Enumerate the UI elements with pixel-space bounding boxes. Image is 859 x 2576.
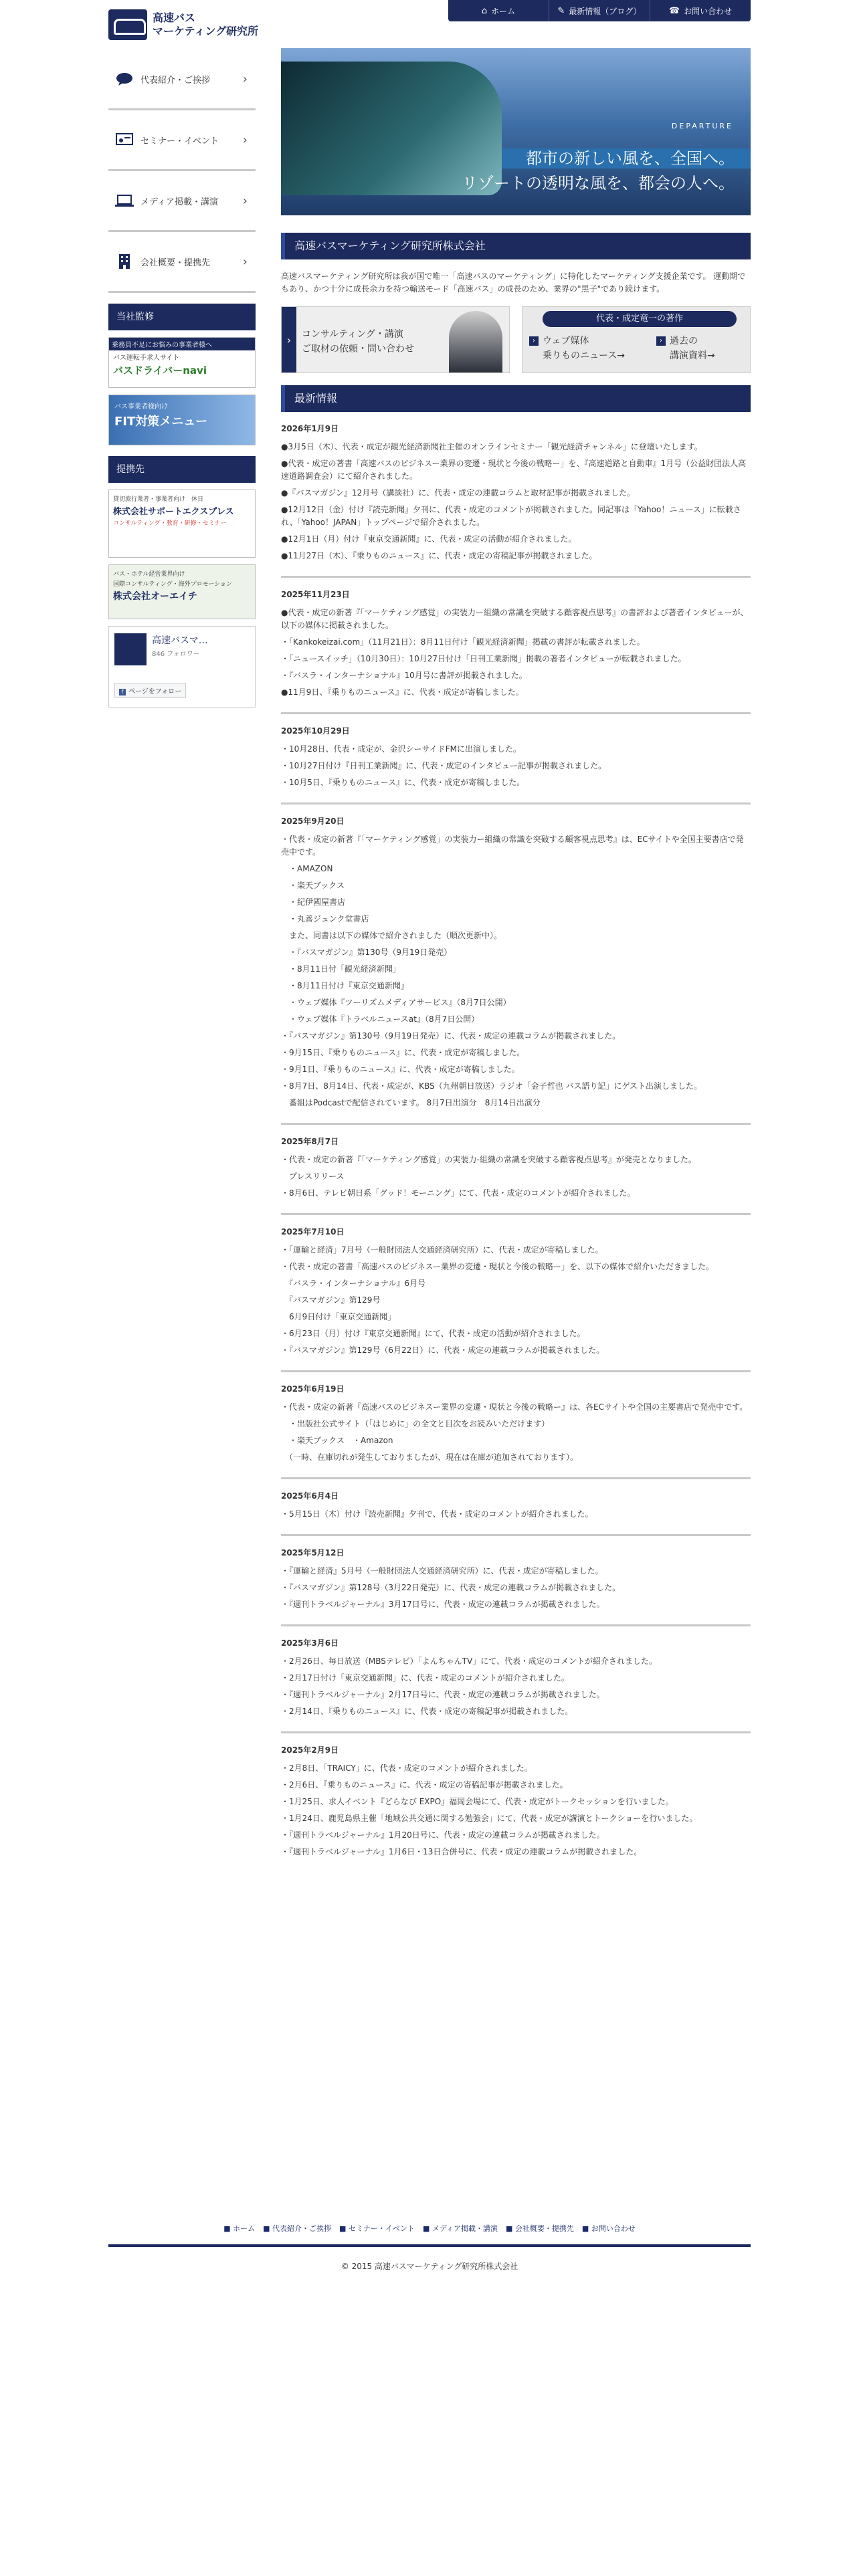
news-item: ・「ニュースイッチ」（10月30日）：10月27日付け「日刊工業新聞」掲載の著者インタビューが転載されました。 <box>281 654 686 663</box>
top-nav-blog[interactable] <box>549 0 650 21</box>
news-item: ・2月14日、『乗りものニュース』に、代表・成定の寄稿記事が掲載されました。 <box>281 1707 573 1716</box>
chevron-right-icon: › <box>242 193 248 208</box>
banner-line: 国際コンサルティング・海外プロモーション <box>113 581 232 588</box>
banner-line: 株式会社オーエイチ <box>113 591 197 602</box>
news-separator <box>281 1123 751 1125</box>
news-item: ・『週刊トラベルジャーナル』1月6日・13日合併号に、代表・成定の連載コラムが掲載されました。 <box>281 1847 642 1856</box>
footer-divider <box>108 2244 751 2247</box>
cta-line[interactable]: 乗りものニュース→ <box>543 350 626 361</box>
news-item: ・『週刊トラベルジャーナル』1月20日号に、代表・成定の連載コラムが掲載されました。 <box>281 1830 605 1840</box>
news-date: 2026年1月9日 <box>281 424 339 433</box>
contact-cta-banner[interactable] <box>281 306 510 373</box>
oh-company-banner[interactable] <box>108 564 256 619</box>
top-nav <box>448 0 751 21</box>
news-item: ・2月8日、「TRAICY」に、代表・成定のコメントが紹介されました。 <box>281 1763 533 1773</box>
banner-line: コンサルティング・教育・研修・セミナー <box>113 520 227 527</box>
square-bullet-icon: ■ <box>422 2224 432 2233</box>
news-item: ・代表・成定の著書「高速バスのビジネスー業界の変遷・現状と今後の戦略ー」を、以下の媒体で紹介いただきました。 <box>281 1262 714 1271</box>
news-item: ●3月5日（木）、代表・成定が観光経済新聞社主催のオンラインセミナー「観光経済チャンネル」に登壇いたします。 <box>281 442 702 451</box>
news-item: ・代表・成定の新著『高速バスのビジネスー業界の変遷・現状と今後の戦略ー』は、各ECサイトや全国の主要書店で発売中です。 <box>281 1402 748 1412</box>
square-bullet-icon: ■ <box>263 2224 273 2233</box>
top-nav-contact[interactable] <box>650 0 751 21</box>
square-bullet-icon: ■ <box>581 2224 591 2233</box>
news-item: ・8月7日、8月14日、代表・成定が、KBS（九州朝日放送）ラジオ「金子哲也 バス語り記」にゲスト出演しました。 <box>281 1081 702 1091</box>
chevron-right-icon: › <box>529 336 539 346</box>
news-item: ・『バスマガジン』第129号（6月22日）に、代表・成定の連載コラムが掲載されました。 <box>281 1346 605 1355</box>
news-separator <box>281 1624 751 1626</box>
news-date: 2025年6月4日 <box>281 1491 339 1501</box>
sidebar-item-media[interactable] <box>108 171 256 232</box>
cta-line: コンサルティング・講演 <box>302 329 403 340</box>
news-item: ・1月24日、鹿児島県主催「地域公共交通に関する勉強会」にて、代表・成定が講演とトークショーを行いました。 <box>281 1814 698 1823</box>
square-bullet-icon: ■ <box>505 2224 515 2233</box>
cta-title: 代表・成定竜一の著作 <box>543 311 737 327</box>
square-bullet-icon: ■ <box>339 2224 349 2233</box>
news-item: ・10月5日、『乗りものニュース』に、代表・成定が寄稿しました。 <box>281 778 525 787</box>
sidebar-item-label: 代表紹介・ご挨拶 <box>140 75 211 86</box>
news-date: 2025年8月7日 <box>281 1137 339 1146</box>
footer-link-label: メディア掲載・講演 <box>432 2224 498 2233</box>
cta-line[interactable]: 講演資料→ <box>670 350 715 361</box>
top-nav-home[interactable] <box>448 0 549 21</box>
news-item: 『バスマガジン』第129号 <box>281 1295 381 1305</box>
sidebar-item-profile[interactable] <box>108 49 256 110</box>
news-separator <box>281 576 751 578</box>
news-entry <box>281 423 751 562</box>
news-item: ●代表・成定の著書「高速バスのビジネスー業界の変遷・現状と今後の戦略ー」を、『高速道路と自動車』1月号（公益財団法人高速道路調査会）にて紹介されました。 <box>281 459 747 481</box>
sidebar-item-label: 会社概要・提携先 <box>140 257 211 268</box>
news-item: ・出版社公式サイト（「はじめに」の全文と目次をお読みいただけます） <box>281 1419 550 1428</box>
follower-count: 846 フォロワー <box>152 651 200 658</box>
cta-line[interactable]: 過去の <box>670 336 698 346</box>
news-item: ・『バスマガジン』第128号（3月22日発売）に、代表・成定の連載コラムが掲載されました。 <box>281 1583 621 1592</box>
news-item: ●11月27日（木）、『乗りものニュース』に、代表・成定の寄稿記事が掲載されました。 <box>281 551 597 560</box>
support-express-banner[interactable] <box>108 490 256 558</box>
intro-text: 高速バスマーケティング研究所は我が国で唯一「高速バスのマーケティング」に特化したマーケティング支援企業です。 運動期でもあり、かつ十分に成長余力を持つ輸送モード「高速バス」の成長のため、業界の"黒子"であり続けます。 <box>281 272 746 294</box>
footer-link-label: セミナー・イベント <box>348 2224 415 2233</box>
news-item: ・代表・成定の新著『「マーケティング感覚」の実装力ー組織の常識を突破する顧客視点思考』は、ECサイトや全国主要書店で発売中です。 <box>281 835 744 857</box>
news-item: ・6月23日（月）付け『東京交通新聞』にて、代表・成定の活動が紹介されました。 <box>281 1329 585 1338</box>
news-separator <box>281 802 751 804</box>
news-item: ・楽天ブックス <box>281 881 345 890</box>
news-item: ・『バスマガジン』第130号（9月19日発売）に、代表・成定の連載コラムが掲載されました。 <box>281 1031 621 1041</box>
footer-link[interactable] <box>423 2223 498 2234</box>
sidebar <box>108 49 256 708</box>
footer-link-label: お問い合わせ <box>591 2224 636 2233</box>
banner-line: バスドライバーnavi <box>113 364 207 377</box>
banner-line: バス運転手求人サイト <box>113 354 180 362</box>
news-date: 2025年2月9日 <box>281 1745 339 1755</box>
news-item: ・8月11日付け『東京交通新聞』 <box>281 981 409 990</box>
logo-line-1: 高速バス <box>153 11 196 24</box>
news-item: ・紀伊國屋書店 <box>281 897 346 907</box>
sidebar-section-partners: 提携先 <box>108 456 256 483</box>
fit-menu-banner[interactable] <box>108 395 256 445</box>
news-date: 2025年11月23日 <box>281 590 350 599</box>
news-item: 番組はPodcastで配信されています。 8月7日出演分 8月14日出演分 <box>281 1098 541 1107</box>
hero-caption-1: 都市の新しい風を、全国へ。 <box>526 149 735 168</box>
news-entry <box>281 588 751 699</box>
sidebar-item-seminar[interactable] <box>108 110 256 171</box>
news-separator <box>281 1731 751 1733</box>
banner-line: バス・ホテル経営業界向け <box>113 571 185 578</box>
footer-nav <box>108 2223 751 2234</box>
chevron-right-icon: › <box>242 254 248 269</box>
news-item: ・2月17日付け「東京交通新聞」に、代表・成定のコメントが紹介されました。 <box>281 1673 569 1683</box>
news-entry <box>281 815 751 1109</box>
news-entry <box>281 1383 751 1464</box>
news-date: 2025年9月20日 <box>281 817 345 826</box>
phone-icon: ☎ <box>668 5 680 16</box>
home-icon: ⌂ <box>481 5 488 16</box>
news-item: ・9月1日、『乗りものニュース』に、代表・成定が寄稿しました。 <box>281 1065 520 1074</box>
footer-link-label: ホーム <box>233 2224 256 2233</box>
sidebar-section-supervision: 当社監修 <box>108 304 256 330</box>
news-item: ・10月27日付け『日刊工業新聞』に、代表・成定のインタビュー記事が掲載されました。 <box>281 761 607 770</box>
news-item: ●12月12日（金）付け『読売新聞』夕刊に、代表・成定のコメントが掲載されました。同記事は「Yahoo！ニュース」に転載され、「Yahoo！JAPAN」トップページで紹介されました。 <box>281 505 741 527</box>
speech-bubble-icon <box>115 72 134 86</box>
building-icon <box>115 254 134 269</box>
news-date: 2025年6月19日 <box>281 1384 345 1394</box>
laptop-icon <box>115 193 134 208</box>
footer-link[interactable] <box>582 2223 636 2234</box>
news-item: ・楽天ブックス ・Amazon <box>281 1436 393 1445</box>
footer-link-label: 会社概要・提携先 <box>514 2224 574 2233</box>
copyright: © 2015 高速バスマーケティング研究所株式会社 <box>341 2262 518 2271</box>
news-separator <box>281 712 751 714</box>
news-item: ●12月1日（月）付け『東京交通新聞』に、代表・成定の活動が紹介されました。 <box>281 534 577 544</box>
news-entry <box>281 1490 751 1521</box>
banner-line: バス事業者様向け <box>114 403 168 411</box>
logo-line-2: マーケティング研究所 <box>153 25 259 37</box>
news-item: ・ウェブ媒体『トラベルニュースat』（8月7日公開） <box>281 1014 480 1024</box>
bus-driver-navi-banner[interactable] <box>108 337 256 388</box>
hero-caption-2: リゾートの透明な風を、都会の人へ。 <box>462 174 735 193</box>
news-item: プレスリリース <box>281 1172 345 1181</box>
sidebar-item-company[interactable] <box>108 232 256 293</box>
news-item: ・『バスマガジン』第130号（9月19日発売） <box>281 948 452 957</box>
page-avatar <box>114 633 147 665</box>
news-date: 2025年10月29日 <box>281 726 350 736</box>
hero-image <box>281 48 751 215</box>
news-list <box>281 423 751 1858</box>
news-item: ・丸善ジュンク堂書店 <box>281 914 369 924</box>
news-date: 2025年5月12日 <box>281 1548 345 1558</box>
news-item: ・8月11日付「観光経済新聞」 <box>281 964 401 974</box>
news-item: また、同書は以下の媒体で紹介されました（順次更新中）。 <box>281 931 502 940</box>
news-entry <box>281 1637 751 1718</box>
follow-page-label: ページをフォロー <box>128 688 182 695</box>
facebook-page-widget <box>108 626 256 708</box>
pencil-icon: ✎ <box>557 5 565 16</box>
facebook-icon: f <box>119 689 126 695</box>
cta-line[interactable]: ウェブ媒体 <box>543 336 589 346</box>
hero-departure: DEPARTURE <box>671 122 733 130</box>
footer-link[interactable] <box>223 2223 255 2234</box>
news-heading: 最新情報 <box>281 385 751 412</box>
news-separator <box>281 1213 751 1215</box>
news-item: ・9月15日、『乗りものニュース』に、代表・成定が寄稿しました。 <box>281 1048 525 1057</box>
news-item: ●代表・成定の新著『「マーケティング感覚」の実装力ー組織の常識を突破する顧客視点思考』の書評および著者インタビューが、以下の媒体に掲載されました。 <box>281 608 749 630</box>
news-item: ●『バスマガジン』12月号（講談社）に、代表・成定の連載コラムと取材記事が掲載されました。 <box>281 488 636 498</box>
news-entry <box>281 1744 751 1858</box>
news-item: ・2月26日、毎日放送（MBSテレビ）「よんちゃんTV」にて、代表・成定のコメントが紹介されました。 <box>281 1656 657 1666</box>
banner-line: 株式会社サポートエクスプレス <box>113 507 234 517</box>
news-entry <box>281 1226 751 1357</box>
chevron-right-icon: › <box>282 307 296 372</box>
footer-link[interactable] <box>506 2223 574 2234</box>
news-item: ・AMAZON <box>281 864 333 873</box>
top-nav-blog-label: 最新情報（ブログ） <box>569 6 642 16</box>
follow-page-button[interactable] <box>114 683 186 698</box>
footer-link[interactable] <box>263 2223 331 2234</box>
news-separator <box>281 1370 751 1372</box>
footer-link[interactable] <box>339 2223 415 2234</box>
news-item: ・『運輸と経済』5月号（一般財団法人交通経済研究所）に、代表・成定が寄稿しました。 <box>281 1566 603 1576</box>
news-item: ・1月25日、求人イベント『どらなび EXPO』福岡会場にて、代表・成定がトークセッションを行いました。 <box>281 1797 674 1806</box>
news-date: 2025年3月6日 <box>281 1638 339 1648</box>
books-cta-banner[interactable] <box>522 306 751 373</box>
chevron-right-icon: › <box>242 132 248 147</box>
footer-link-label: 代表紹介・ご挨拶 <box>272 2224 332 2233</box>
news-item: ●11月9日、『乗りものニュース』に、代表・成定が寄稿しました。 <box>281 687 524 697</box>
news-entry <box>281 1547 751 1611</box>
news-item: ・代表・成定の新著『「マーケティング感覚」の実装力-組織の常識を突破する顧客視点思考』が発売となりました。 <box>281 1155 696 1164</box>
news-item: ・8月6日、テレビ朝日系「グッド！モーニング」にて、代表・成定のコメントが紹介されました。 <box>281 1188 636 1198</box>
site-logo[interactable] <box>108 9 258 40</box>
top-nav-home-label: ホーム <box>491 6 516 16</box>
page-name[interactable]: 高速バスマ… <box>152 635 208 646</box>
news-separator <box>281 1477 751 1479</box>
news-item: ・『週刊トラベルジャーナル』3月17日号に、代表・成定の連載コラムが掲載されました。 <box>281 1600 605 1609</box>
news-item: 6月9日付け「東京交通新聞」 <box>281 1312 396 1321</box>
news-item: ・5月15日（木）付け『読売新聞』夕刊で、代表・成定のコメントが紹介されました。 <box>281 1509 593 1519</box>
banner-line: 乗務員不足にお悩みの事業者様へ <box>109 338 255 350</box>
bus-logo-icon <box>108 9 147 40</box>
news-item: （一時、在庫切れが発生しておりましたが、現在は在庫が追加されております）。 <box>281 1453 579 1462</box>
news-date: 2025年7月10日 <box>281 1227 345 1237</box>
chevron-right-icon: › <box>656 336 666 346</box>
news-separator <box>281 1534 751 1536</box>
presentation-icon <box>115 132 134 147</box>
news-item: ・「Kankokeizai.com」（11月21日）：8月11日付け「観光経済新聞」掲載の書評が転載されました。 <box>281 637 645 647</box>
news-item: ・「運輸と経済」7月号（一般財団法人交通経済研究所）に、代表・成定が寄稿しました。 <box>281 1245 603 1255</box>
news-item: ・『週刊トラベルジャーナル』2月17日号に、代表・成定の連載コラムが掲載されました。 <box>281 1690 605 1699</box>
chevron-right-icon: › <box>242 72 248 86</box>
sidebar-item-label: セミナー・イベント <box>140 136 219 146</box>
cta-line: ご取材の依頼・問い合わせ <box>302 344 414 354</box>
main-content <box>281 48 751 1862</box>
news-item: ・2月6日、『乗りものニュース』に、代表・成定の寄稿記事が掲載されました。 <box>281 1780 568 1790</box>
news-entry <box>281 1136 751 1200</box>
banner-line: FIT対策メニュー <box>114 415 208 429</box>
square-bullet-icon: ■ <box>223 2224 233 2233</box>
page-wrapper <box>108 0 751 2576</box>
sidebar-item-label: メディア掲載・講演 <box>140 197 218 207</box>
banner-line: 貸切旅行業者・事業者向け 休日 <box>113 496 204 503</box>
cta-row <box>281 306 751 372</box>
news-entry <box>281 725 751 789</box>
news-item: 『バスラ・インターナショナル』6月号 <box>281 1279 426 1288</box>
news-item: ・『バスラ・インターナショナル』10月号に書評が掲載されました。 <box>281 671 527 680</box>
company-heading: 高速バスマーケティング研究所株式会社 <box>281 233 751 259</box>
top-nav-contact-label: お問い合わせ <box>684 6 733 16</box>
news-item: ・10月28日、代表・成定が、金沢シーサイドFMに出演しました。 <box>281 744 521 754</box>
news-item: ・ウェブ媒体『ツーリズムメディアサービス』（8月7日公開） <box>281 998 511 1007</box>
representative-photo <box>449 311 502 372</box>
